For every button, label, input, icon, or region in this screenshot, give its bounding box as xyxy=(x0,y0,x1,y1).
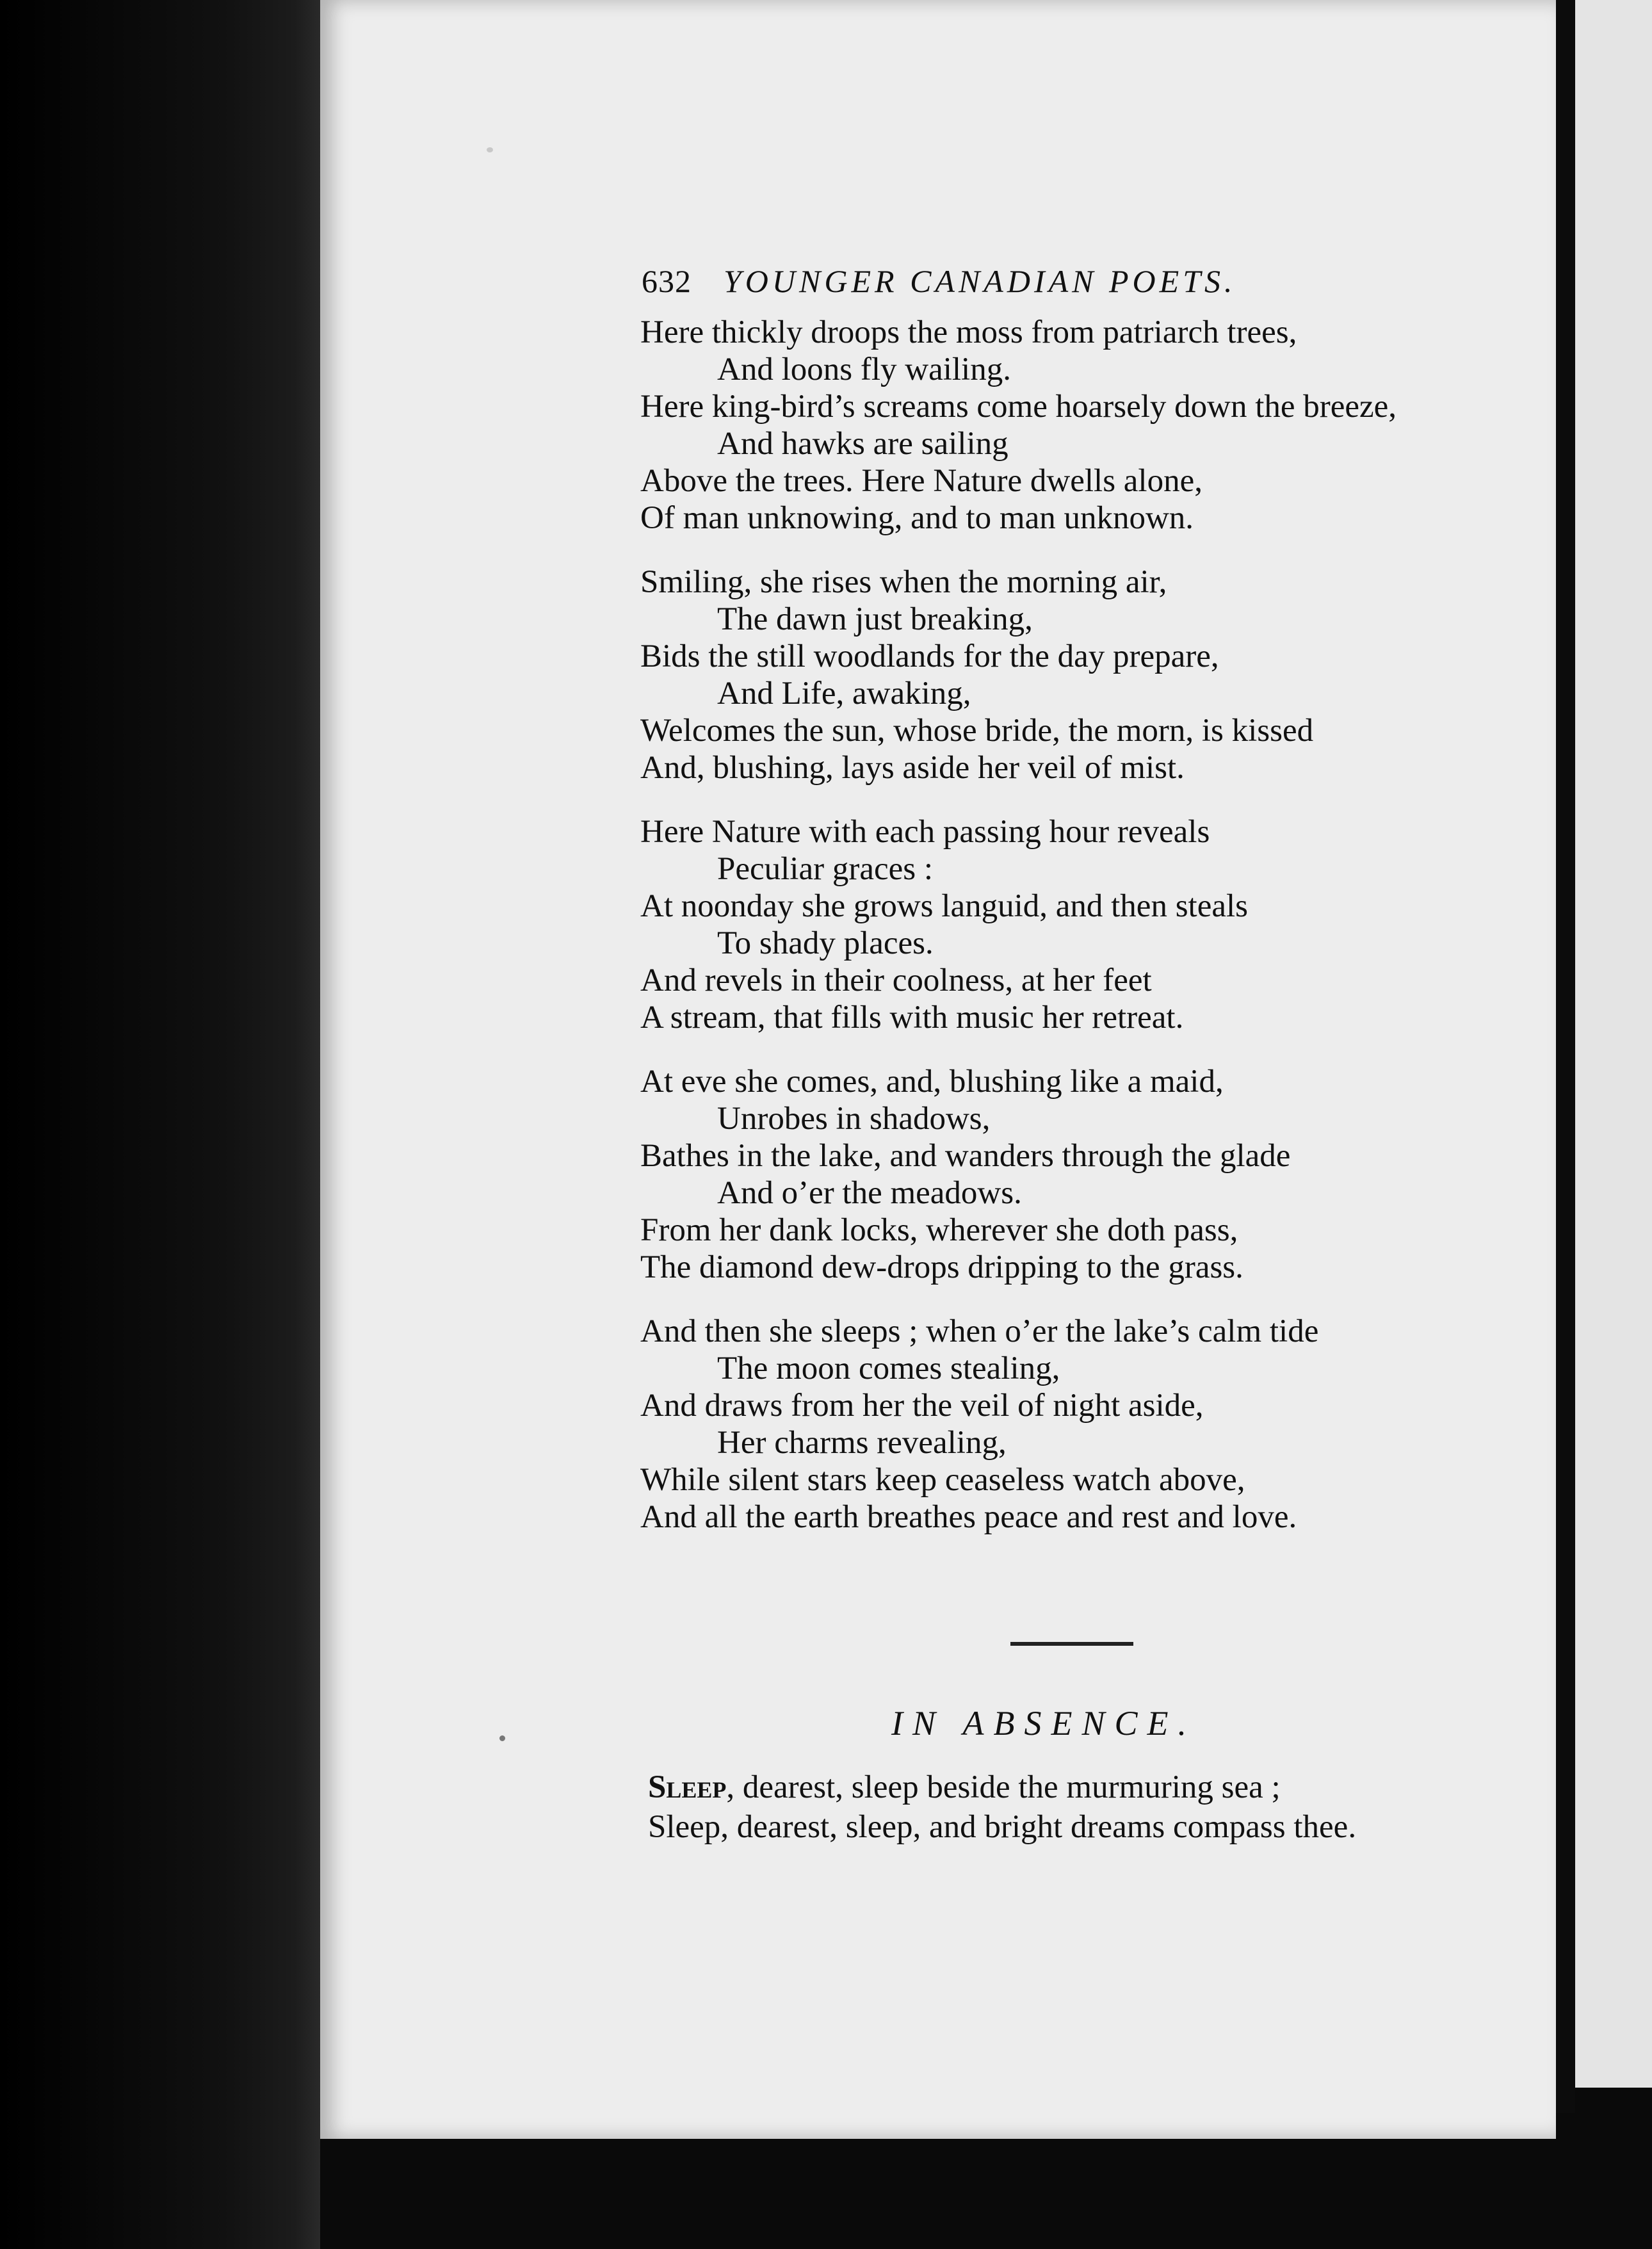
poem-line: Welcomes the sun, whose bride, the morn, is kissed xyxy=(640,713,1314,749)
poem-line: At eve she comes, and, blushing like a maid, xyxy=(640,1064,1224,1100)
line-text: Sleep, dearest, sleep, and bright dreams compass thee. xyxy=(648,1809,1357,1845)
poem-line: Smiling, she rises when the morning air, xyxy=(640,564,1167,600)
running-header xyxy=(642,263,1410,307)
stanza xyxy=(640,1313,1550,1536)
poem-line: Here Nature with each passing hour reveals xyxy=(640,814,1210,850)
stanza xyxy=(640,1063,1550,1286)
poem-line: The diamond dew-drops dripping to the grass. xyxy=(640,1249,1243,1285)
poem-line: And revels in their coolness, at her feet xyxy=(640,962,1152,998)
scan-speck xyxy=(499,1735,505,1741)
page-number: 632 xyxy=(642,263,692,299)
poem-line: And all the earth breathes peace and rest and love. xyxy=(640,1499,1297,1535)
poem-line xyxy=(648,1807,1557,1847)
poem-line: Her charms revealing, xyxy=(717,1425,1007,1461)
section-title: IN ABSENCE. xyxy=(891,1704,1197,1742)
poem-line: And loons fly wailing. xyxy=(717,352,1011,387)
in-absence-text xyxy=(648,1767,1557,1847)
poem-line: Here king-bird’s screams come hoarsely down the breeze, xyxy=(640,389,1397,425)
drop-word: Sleep xyxy=(648,1769,727,1805)
stanza xyxy=(640,564,1550,786)
poem-line: While silent stars keep ceaseless watch above, xyxy=(640,1462,1245,1498)
poem-line: Bids the still woodlands for the day prepare, xyxy=(640,638,1219,674)
poem-line: A stream, that fills with music her retreat. xyxy=(640,1000,1184,1035)
poem-line: And then she sleeps ; when o’er the lake’s calm tide xyxy=(640,1313,1319,1349)
page-gutter xyxy=(1556,0,1575,2113)
facing-page-edge xyxy=(1575,0,1652,2088)
poem-line: Peculiar graces : xyxy=(717,851,934,887)
poem-line: Here thickly droops the moss from patriarch trees, xyxy=(640,314,1297,350)
poem-line: Bathes in the lake, and wanders through the glade xyxy=(640,1138,1291,1174)
poem-line: To shady places. xyxy=(717,925,934,961)
poem-line: And draws from her the veil of night aside, xyxy=(640,1388,1204,1424)
section-divider-rule xyxy=(1010,1642,1133,1646)
poem-line: The moon comes stealing, xyxy=(717,1351,1060,1386)
poem-body xyxy=(640,314,1550,1563)
scan-speck xyxy=(487,147,493,152)
poem-line: And Life, awaking, xyxy=(717,676,971,711)
line-text: , dearest, sleep beside the murmuring sea ; xyxy=(726,1769,1281,1805)
poem-line: And o’er the meadows. xyxy=(717,1175,1022,1211)
stanza xyxy=(640,813,1550,1036)
poem-line: Above the trees. Here Nature dwells alone, xyxy=(640,463,1203,499)
poem-line: Of man unknowing, and to man unknown. xyxy=(640,500,1194,536)
poem-line: And, blushing, lays aside her veil of mist. xyxy=(640,750,1185,786)
poem-line: And hawks are sailing xyxy=(717,426,1008,462)
poem-line: At noonday she grows languid, and then steals xyxy=(640,888,1249,924)
poem-line xyxy=(648,1767,1557,1807)
poem-line: The dawn just breaking, xyxy=(717,601,1033,637)
poem-line: Unrobes in shadows, xyxy=(717,1101,991,1137)
running-title: YOUNGER CANADIAN POETS. xyxy=(724,263,1236,299)
stanza xyxy=(640,314,1550,537)
poem-line: From her dank locks, wherever she doth pass, xyxy=(640,1212,1238,1248)
scan-dark-margin xyxy=(0,0,320,2249)
